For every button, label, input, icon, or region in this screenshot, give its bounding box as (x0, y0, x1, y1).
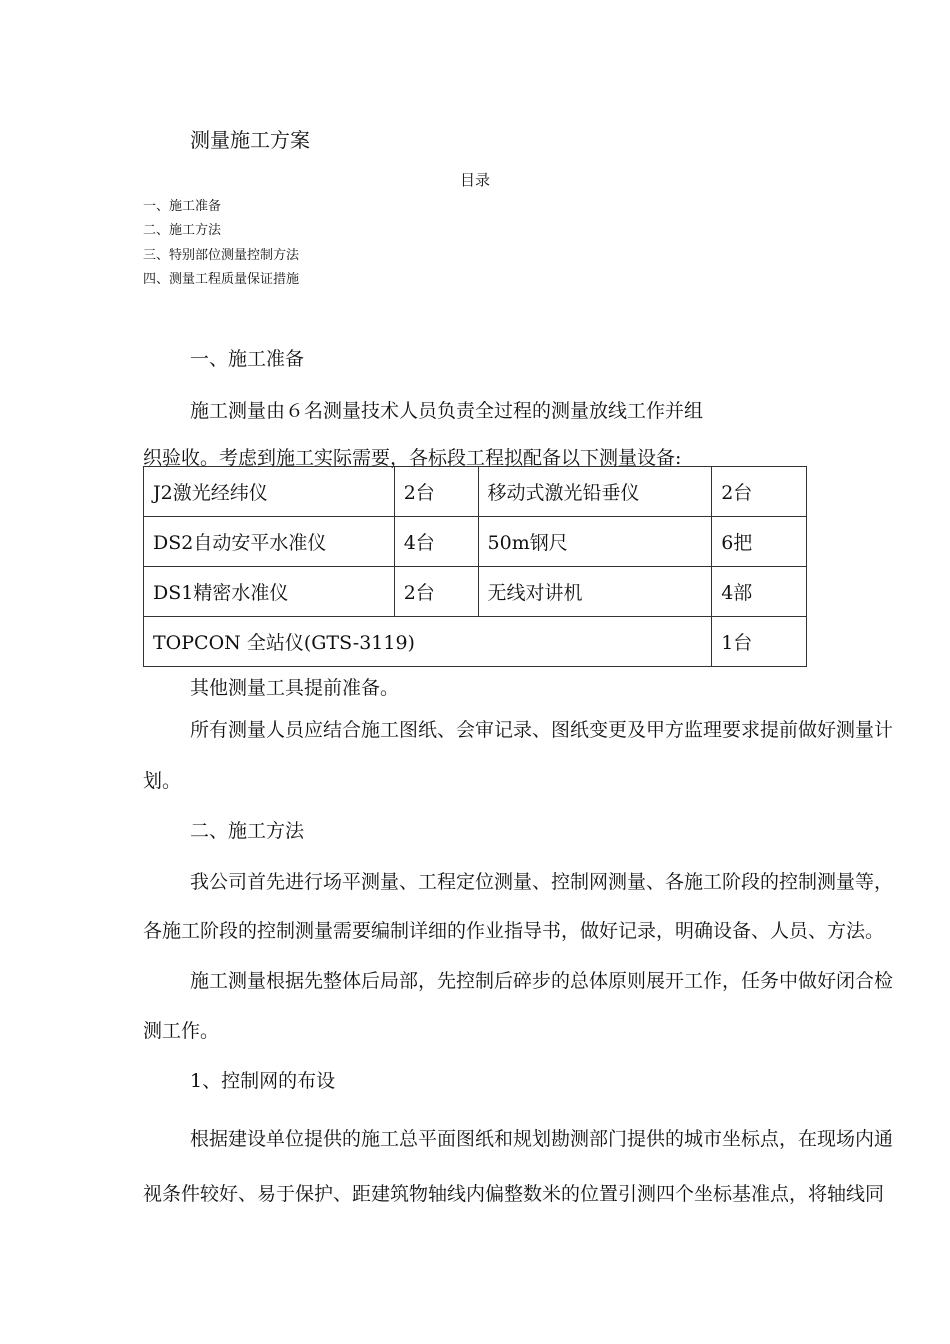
table-cell: J2激光经纬仪 (144, 467, 395, 517)
table-cell: DS2自动安平水准仪 (144, 517, 395, 567)
document-title: 测量施工方案 (190, 128, 310, 152)
table-cell: 4部 (712, 567, 807, 617)
table-cell: 移动式激光铅垂仪 (478, 467, 712, 517)
toc-item: 二、施工方法 (143, 223, 222, 238)
paragraph-line: 其他测量工具提前准备。 (190, 677, 400, 699)
paragraph-line: 各施工阶段的控制测量需要编制详细的作业指导书，做好记录，明确设备、人员、方法。 (143, 920, 885, 942)
table-row (144, 467, 807, 517)
equipment-table (143, 466, 807, 667)
table-row (144, 517, 807, 567)
toc-item: 三、特别部位测量控制方法 (143, 248, 300, 263)
table-row (144, 567, 807, 617)
subsection-heading: 1、控制网的布设 (190, 1070, 336, 1092)
paragraph-line: 施工测量根据先整体后局部，先控制后碎步的总体原则展开工作，任务中做好闭合检 (190, 970, 894, 992)
paragraph-line: 所有测量人员应结合施工图纸、会审记录、图纸变更及甲方监理要求提前做好测量计 (190, 719, 894, 741)
table-cell: 无线对讲机 (478, 567, 712, 617)
table-cell: 6把 (712, 517, 807, 567)
toc-title: 目录 (459, 171, 490, 189)
paragraph-line: 测工作。 (143, 1020, 220, 1042)
table-row (144, 617, 807, 667)
toc-item: 四、测量工程质量保证措施 (143, 272, 300, 287)
table-cell: 2台 (394, 467, 478, 517)
table-cell: TOPCON 全站仪(GTS-3119) (144, 617, 712, 667)
paragraph-line: 施工测量由６名测量技术人员负责全过程的测量放线工作并组 (190, 400, 704, 422)
paragraph-line: 划。 (143, 770, 182, 792)
table-cell: 1台 (712, 617, 807, 667)
table-cell: 2台 (712, 467, 807, 517)
table-cell: 4台 (394, 517, 478, 567)
table-cell: DS1精密水准仪 (144, 567, 395, 617)
section-heading: 一、施工准备 (190, 348, 305, 370)
paragraph-line: 视条件较好、易于保护、距建筑物轴线内偏整数米的位置引测四个坐标基准点，将轴线同 (143, 1183, 885, 1205)
table-cell: 2台 (394, 567, 478, 617)
paragraph-line: 我公司首先进行场平测量、工程定位测量、控制网测量、各施工阶段的控制测量等， (190, 871, 894, 893)
table-cell: 50m钢尺 (478, 517, 712, 567)
toc-item: 一、施工准备 (143, 199, 222, 214)
section-heading: 二、施工方法 (190, 820, 305, 842)
paragraph-line: 根据建设单位提供的施工总平面图纸和规划勘测部门提供的城市坐标点，在现场内通 (190, 1128, 894, 1150)
paragraph-line: 织验收。考虑到施工实际需要，各标段工程拟配备以下测量设备: (143, 447, 682, 469)
